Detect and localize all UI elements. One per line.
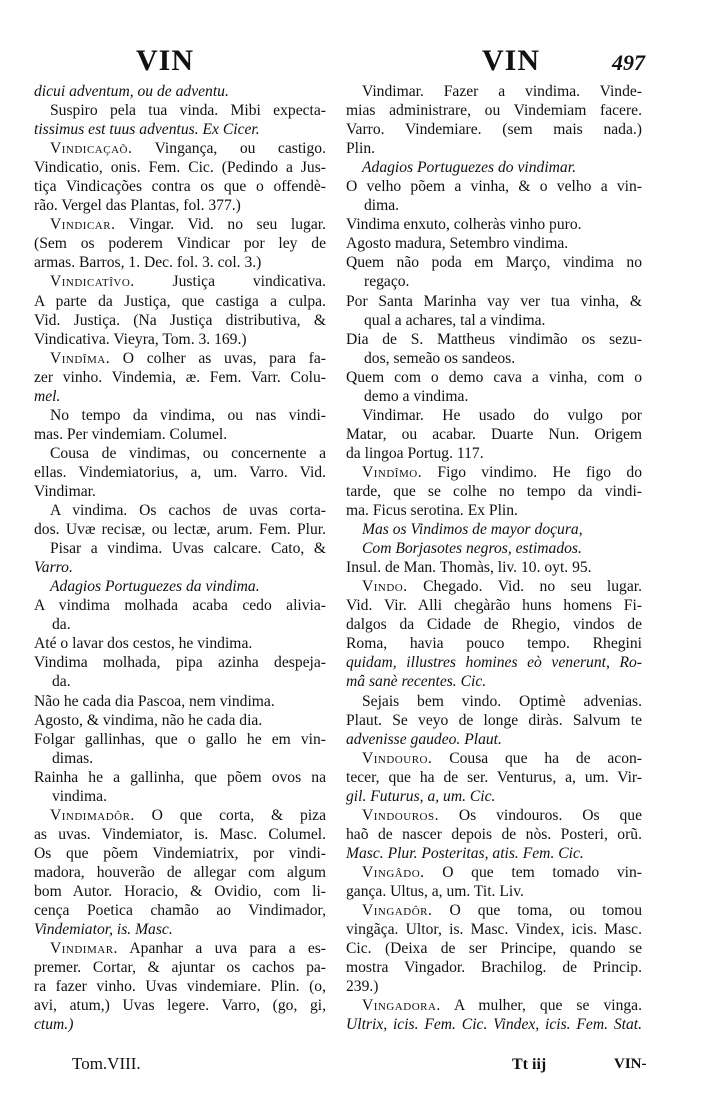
definition-text: Figo vindimo. He figo do [422, 463, 642, 481]
volume-mark: Tom.VIII. [72, 1054, 141, 1073]
entry-headword-line [34, 349, 326, 368]
entry-headword-line [346, 749, 642, 768]
text-line: as uvas. Vindemiator, is. Masc. Columel. [34, 825, 326, 843]
text-line: armas. Barros, 1. Dec. fol. 3. col. 3.) [34, 254, 262, 272]
running-head-right: VIN [482, 44, 541, 77]
headword: Vindo. [362, 578, 408, 596]
definition-text: Justiça vindicativa. [134, 273, 326, 291]
text-line: Cousa de vindimas, ou concernente a [50, 444, 326, 462]
text-line: A vindima molhada acaba cedo alivia- [34, 597, 326, 615]
headword: Vingadôr. [362, 902, 433, 920]
text-line: dalgos da Cidade de Rhegio, vindos de [346, 616, 642, 634]
running-head-left: VIN [136, 44, 195, 77]
text-line: Ultrix, icis. Fem. Cic. Vindex, icis. Fem. Stat. [346, 1016, 642, 1034]
entry-headword-line [346, 577, 642, 596]
text-line: Sejais bem vindo. Optimè advenias. [362, 692, 642, 710]
text-line: Plaut. Se veyo de longe diràs. Salvum te [346, 711, 642, 729]
headword: Vindouro. [362, 749, 433, 767]
right-column [346, 82, 642, 1034]
definition-text: Chegado. Vid. no seu lugar. [407, 578, 642, 596]
text-line: mâ sanè recentes. Cic. [346, 673, 487, 691]
text-line: demo a vindima. [364, 387, 469, 405]
text-line: Vindimar. He usado do vulgo por [362, 406, 642, 424]
definition-text: A mulher, que se vinga. [440, 997, 642, 1015]
text-line: rão. Vergel das Plantas, fol. 377.) [34, 197, 241, 215]
catchword: VIN- [614, 1056, 647, 1072]
text-line: Plin. [346, 140, 376, 158]
text-line: dos. Uvæ recisæ, ou lectæ, arum. Fem. Plur. [34, 521, 326, 539]
text-line: da. [52, 673, 71, 691]
entry-headword-line [34, 139, 326, 158]
headword: Vindîma. [50, 349, 111, 367]
text-line: dima. [364, 197, 400, 215]
text-line: ra fazer vinho. Uvas vindemiare. Plin. (o, [34, 978, 326, 996]
text-line: Varro. Vindemiare. (sem mais nada.) [346, 121, 642, 139]
text-line: mostra Vingador. Brachilog. de Princip. [346, 959, 642, 977]
definition-text: O que toma, ou tomou [432, 902, 642, 920]
text-line: regaço. [364, 273, 410, 291]
headword: Vingâdo. [362, 863, 425, 881]
text-line: vindima. [52, 787, 108, 805]
text-line: Vid. Vir. Alli chegàrão huns homens Fi- [346, 597, 642, 615]
text-line: gança. Ultus, a, um. Tit. Liv. [346, 882, 524, 900]
definition-text: Os vindouros. Os que [439, 806, 642, 824]
text-line: Não he cada dia Pascoa, nem vindima. [34, 692, 275, 710]
text-line: A parte da Justiça, que castiga a culpa. [34, 292, 326, 310]
entry-headword-line [34, 272, 326, 291]
text-line: da lingoa Portug. 117. [346, 444, 484, 462]
text-line: dicui adventum, ou de adventu. [34, 83, 229, 100]
text-line: tissimus est tuus adventus. Ex Cicer. [34, 121, 260, 139]
text-line: Vindimar. Fazer a vindima. Vinde- [362, 83, 642, 100]
text-line: Mas os Vindimos de mayor doçura, [362, 521, 583, 539]
text-line: Masc. Plur. Posteritas, atis. Fem. Cic. [346, 844, 584, 862]
text-line: Insul. de Man. Thomàs, liv. 10. oyt. 95. [346, 559, 592, 577]
entry-headword-line [346, 901, 642, 920]
text-line: Agosto madura, Setembro vindima. [346, 235, 569, 253]
headword: Vindimar. [50, 940, 118, 958]
text-line: 239.) [346, 978, 379, 996]
headword: Vindîmo. [362, 463, 423, 481]
text-line: Até o lavar dos cestos, he vindima. [34, 635, 253, 653]
text-line: Pisar a vindima. Uvas calcare. Cato, & [50, 540, 326, 558]
text-line: premer. Cortar, & ajuntar os cachos pa- [34, 959, 326, 977]
text-line: gil. Futurus, a, um. Cic. [346, 787, 496, 805]
text-line: Vindicativa. Vieyra, Tom. 3. 169.) [34, 330, 247, 348]
text-line: bom Autor. Horacio, & Ovidio, com li- [34, 882, 326, 900]
text-line: Vindemiator, is. Masc. [34, 921, 173, 939]
text-line: da. [52, 616, 71, 634]
entry-headword-line [346, 863, 642, 882]
definition-text: O colher as uvas, para fa- [110, 349, 326, 367]
signature-mark: Tt iij [512, 1056, 547, 1073]
definition-text: Cousa que ha de acon- [432, 749, 642, 767]
text-line: O velho põem a vinha, & o velho a vin- [346, 178, 642, 196]
text-line: mias administrare, ou Vindemiam facere. [346, 102, 642, 120]
text-line: Vindicatio, onis. Fem. Cic. (Pedindo a Jus- [34, 159, 326, 177]
text-line: quidam, illustres homines eò venerunt, Ro- [346, 654, 642, 672]
text-line: No tempo da vindima, ou nas vindi- [50, 406, 326, 424]
text-line: madora, houverão de allegar com algum [34, 863, 326, 881]
text-line: ctum.) [34, 1016, 74, 1034]
text-line: zer vinho. Vindemia, æ. Fem. Varr. Colu- [34, 368, 326, 386]
text-line: mel. [34, 387, 61, 405]
definition-text: Apanhar a uva para a es- [117, 940, 326, 958]
definition-text: O que tem tomado vin- [424, 863, 642, 881]
headword: Vindimadôr. [50, 806, 135, 824]
text-line: Vindimar. [34, 482, 96, 500]
text-line: (Sem os poderem Vindicar por ley de [34, 235, 326, 253]
headword: Vingadora. [362, 997, 441, 1015]
text-line: Roma, havia pouco tempo. Rhegini [346, 635, 642, 653]
text-line: Adagios Portuguezes do vindimar. [362, 159, 576, 177]
headword: Vindouros. [362, 806, 439, 824]
text-line: Com Borjasotes negros, estimados. [362, 540, 582, 558]
definition-text: Vingar. Vid. no seu lugar. [115, 216, 326, 234]
text-line: advenisse gaudeo. Plaut. [346, 730, 502, 748]
text-line: mas. Per vindemiam. Columel. [34, 425, 228, 443]
entry-headword-line [346, 463, 642, 482]
entry-headword-line [34, 939, 326, 958]
text-line: Vindima molhada, pipa azinha despeja- [34, 654, 326, 672]
definition-text: O que corta, & piza [134, 806, 326, 824]
text-line: Matar, ou acabar. Duarte Nun. Origem [346, 425, 642, 443]
headword: Vindicatîvo. [50, 273, 135, 291]
text-line: Os que põem Vindemiatrix, por vindi- [34, 844, 326, 862]
text-line: tecer, que ha de ser. Venturus, a, um. Vir- [346, 768, 642, 786]
text-line: dos, semeão os sandeos. [364, 349, 516, 367]
text-line: Quem não poda em Março, vindima no [346, 254, 642, 272]
text-line: Vindima enxuto, colheràs vinho puro. [346, 216, 582, 234]
text-line: Agosto, & vindima, não he cada dia. [34, 711, 263, 729]
text-line: cença Poetica chamão ao Vindimador, [34, 902, 326, 920]
text-line: ellas. Vindemiatorius, a, um. Varro. Vid. [34, 463, 326, 481]
text-line: tarde, que se colhe no tempo da vindi- [346, 482, 642, 500]
text-line: Suspiro pela tua vinda. Mibi expecta- [50, 102, 326, 120]
text-line: Dia de S. Mattheus vindimão os sezu- [346, 330, 642, 348]
entry-headword-line [34, 215, 326, 234]
definition-text: Vingança, ou castigo. [132, 140, 326, 158]
entry-headword-line [346, 806, 642, 825]
text-line: Cic. (Deixa de ser Principe, quando se [346, 940, 642, 958]
text-line: ma. Ficus serotina. Ex Plin. [346, 502, 518, 520]
entry-headword-line [34, 806, 326, 825]
headword: Vindicar. [50, 216, 116, 234]
text-line: vingãça. Ultor, is. Masc. Vindex, icis. Masc. [346, 921, 642, 939]
text-line: Folgar gallinhas, que o gallo he em vin- [34, 730, 326, 748]
text-line: A vindima. Os cachos de uvas corta- [50, 502, 326, 520]
text-line: Por Santa Marinha vay ver tua vinha, & [346, 292, 642, 310]
text-line: Rainha he a gallinha, que põem ovos na [34, 768, 326, 786]
text-line: Quem com o demo cava a vinha, com o [346, 368, 642, 386]
text-line: qual a achares, tal a vindima. [364, 311, 546, 329]
headword: Vindicaçaõ. [50, 140, 133, 158]
text-line: haõ de nascer depois de nòs. Posteri, orũ. [346, 825, 642, 843]
text-line: dimas. [52, 749, 94, 767]
entry-headword-line [346, 996, 642, 1015]
text-line: Vid. Justiça. (Na Justiça distributiva, & [34, 311, 326, 329]
text-line: Adagios Portuguezes da vindima. [50, 578, 260, 596]
text-line: avi, atum,) Uvas legere. Varro, (go, gi, [34, 997, 326, 1015]
page-number: 497 [612, 50, 645, 75]
text-line: tiça Vindicações contra os que o offendè- [34, 178, 326, 196]
text-line: Varro. [34, 559, 73, 577]
left-column [34, 82, 326, 1034]
